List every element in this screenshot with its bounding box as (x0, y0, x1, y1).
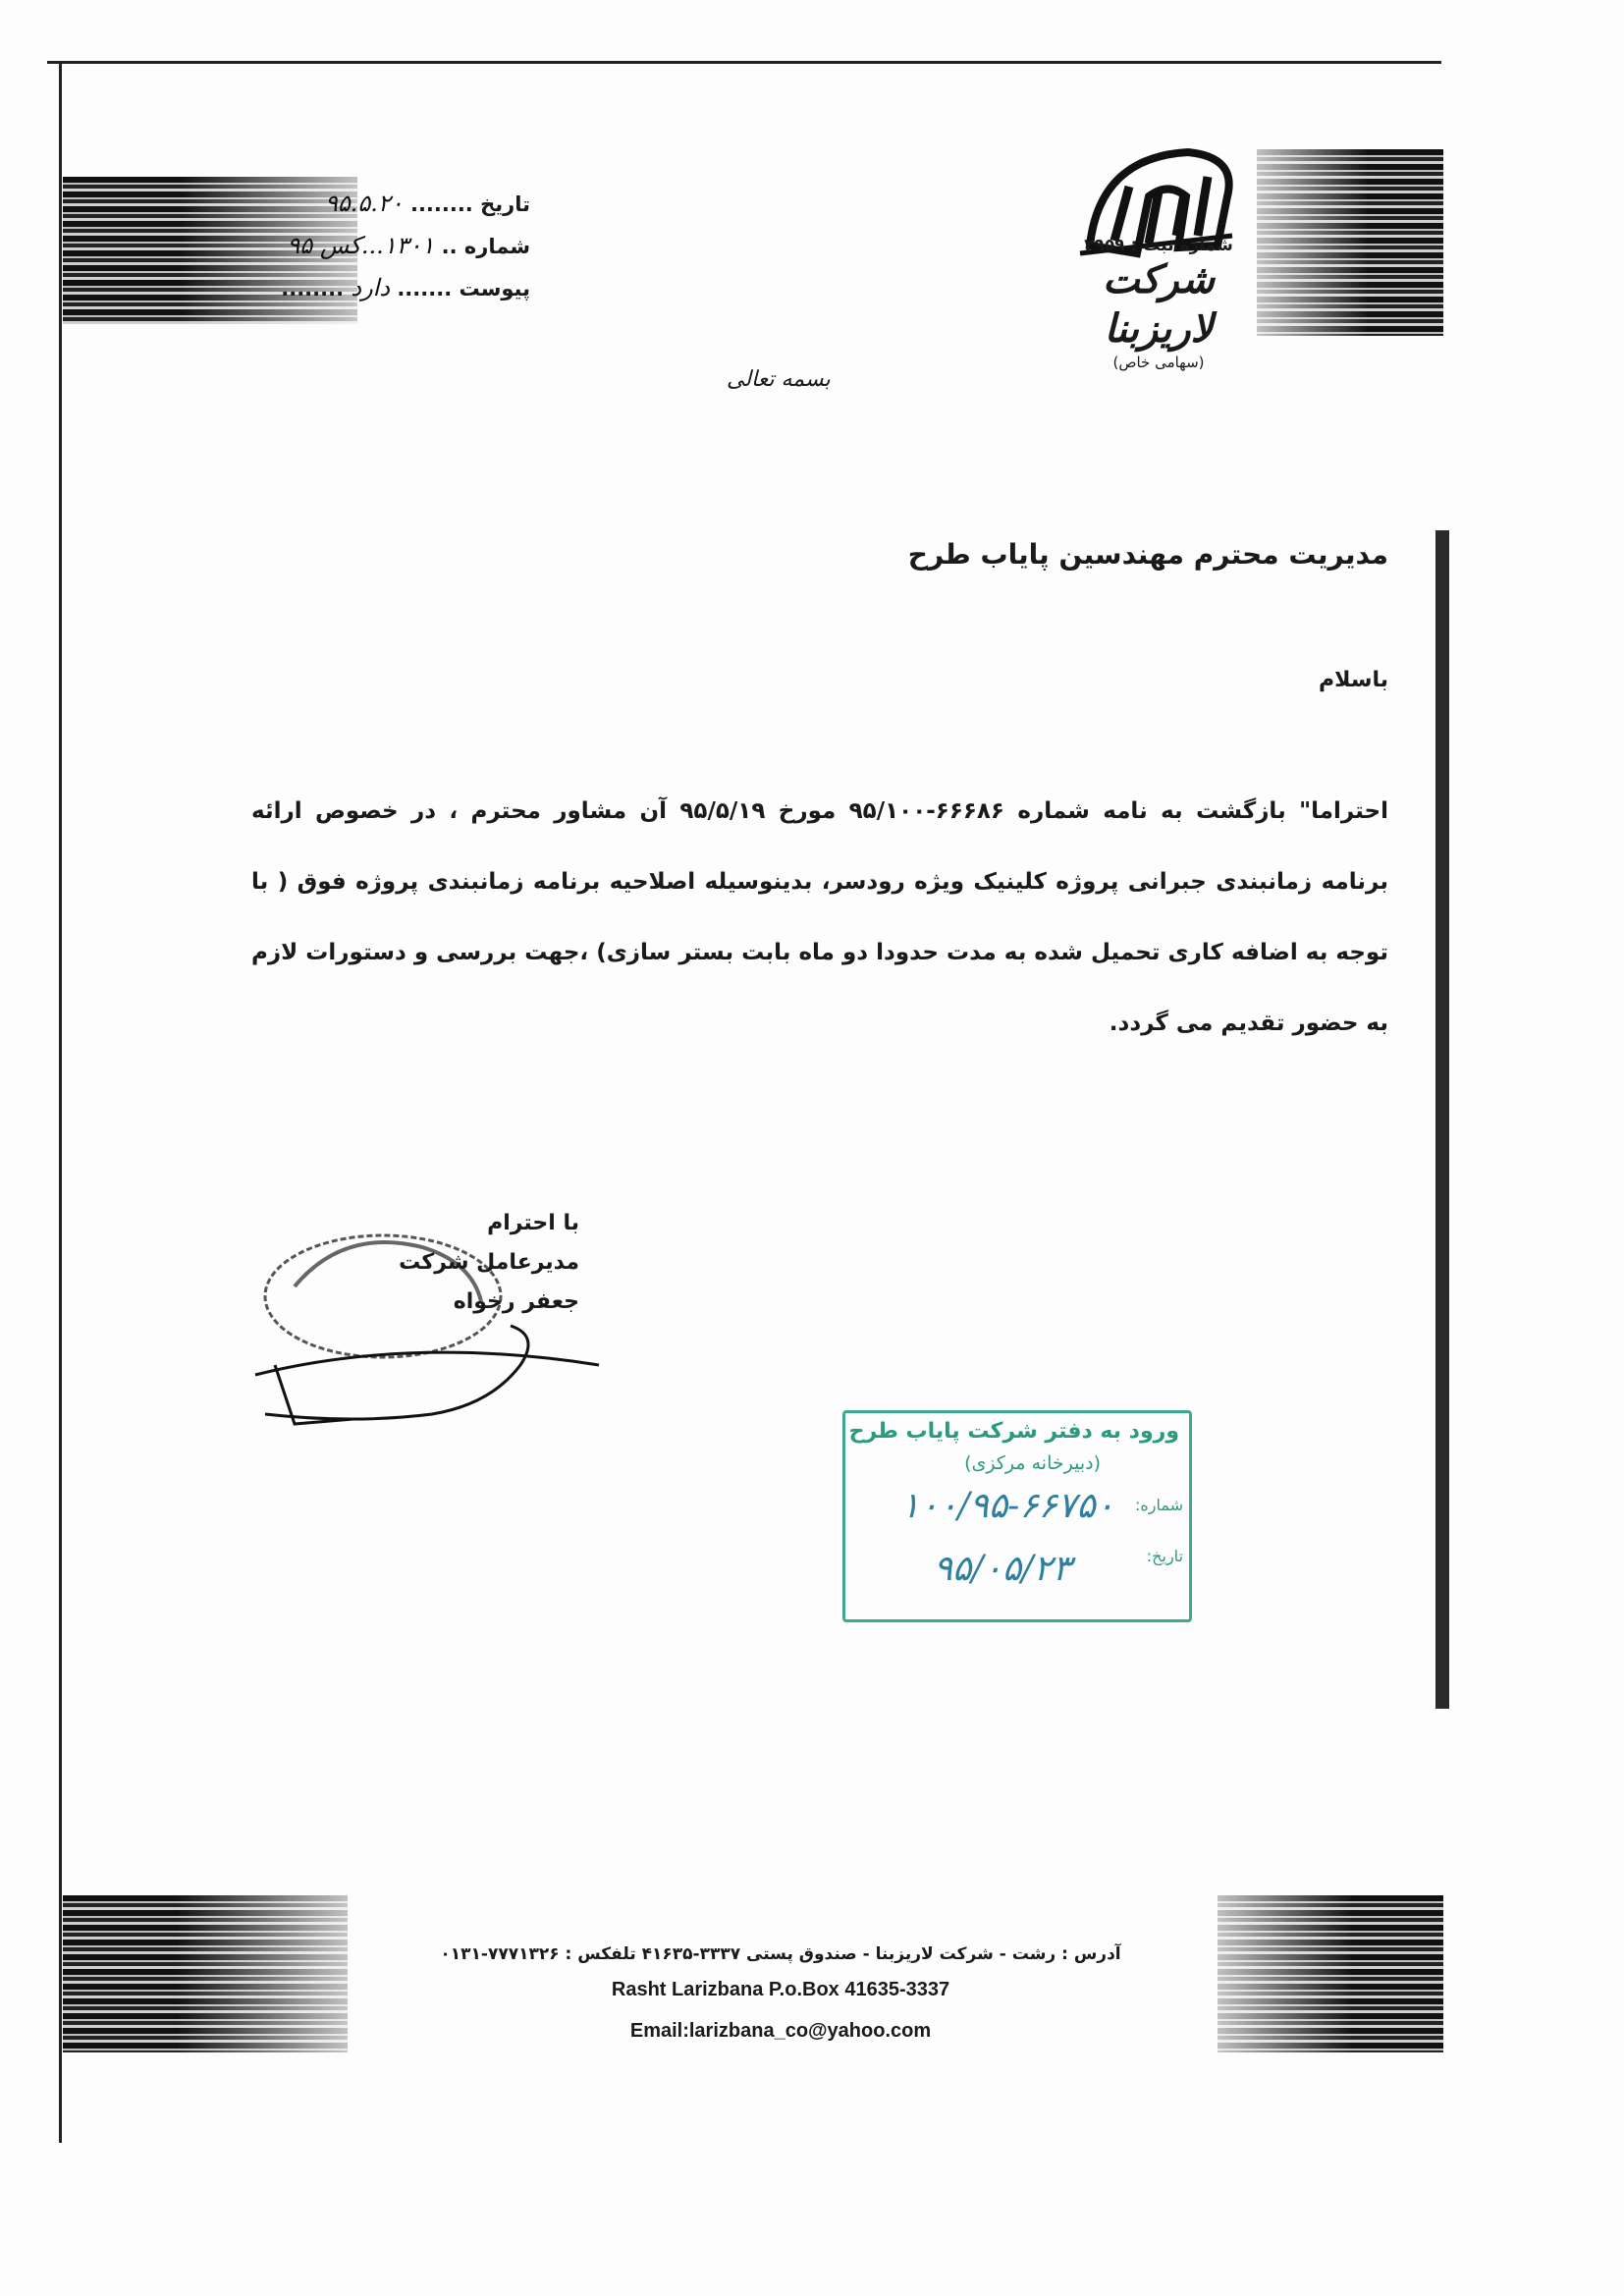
footer-stripes-right (1218, 1895, 1443, 2052)
closing-text: با احترام (487, 1211, 579, 1235)
receipt-date: ۹۵/۰۵/۲۳ (933, 1549, 1071, 1589)
signer-title: مدیرعامل شرکت (399, 1250, 579, 1275)
receipt-stamp (842, 1410, 1192, 1622)
attachment-line: پیوست ....... دارد ........ (281, 274, 530, 301)
company-name: شرکت لاریزبنا (1103, 256, 1215, 352)
footer-stripes-left (63, 1895, 348, 2052)
number-label: شماره (463, 235, 530, 258)
attachment-label: پیوست (459, 277, 530, 301)
footer-latin-address: Rasht Larizbana P.o.Box 41635-3337 (611, 1979, 950, 2000)
receipt-subtitle: (دبیرخانه مرکزی) (964, 1452, 1101, 1474)
letter-meta (216, 183, 530, 309)
receipt-date-label: تاریخ: (1146, 1547, 1183, 1565)
attachment-value: دارد (351, 274, 391, 301)
date-line: تاریخ ........ ۹۵.۵.۲۰ (324, 190, 530, 217)
greeting: باسلام (1319, 668, 1388, 692)
date-label: تاریخ (480, 192, 530, 216)
signer-name: جعفر رخواه (453, 1289, 579, 1314)
scan-edge-top (47, 61, 1441, 64)
receipt-number: ۱۰۰/۹۵-۶۶۷۵۰ (900, 1486, 1114, 1526)
footer (373, 1944, 1188, 2047)
letter-body: احتراما" بازگشت به نامه شماره ۶۶۶۸۶-۹۵/۱۰۰ مورخ ۹۵/۵/۱۹ آن مشاور محترم ، در خصوص ارائه برنامه زمانبندی جبرانی پروژه کلینیک ویژه رودسر، بدینوسیله اصلاحیه برنامه زمانبندی پروژه فوق ( با توجه به اضافه کاری تحمیل شده به مدت حدودا دو ماه بابت بستر سازی) ،جهت بررسی و دستورات لازم به حضور تقدیم می گردد. (251, 798, 1388, 1036)
number-line: شماره .. ۱۳۰۱...کس ۹۵ (287, 232, 530, 259)
company-type: (سهامی خاص) (1112, 354, 1205, 371)
scan-edge-left (59, 61, 62, 2143)
header-stripes-right (1257, 149, 1443, 336)
addressee: مدیریت محترم مهندسین پایاب طرح (907, 538, 1388, 571)
receipt-title: ورود به دفتر شرکت پایاب طرح (848, 1419, 1179, 1444)
footer-email: Email:larizbana_co@yahoo.com (629, 2020, 932, 2042)
footer-address: آدرس : رشت - شرکت لاریزبنا - صندوق پستی ۳۳۳۷-۴۱۶۳۵ تلفکس : ۷۷۷۱۳۲۶-۰۱۳۱ (440, 1944, 1121, 1964)
margin-bar (1435, 530, 1449, 1709)
date-value: ۹۵.۵.۲۰ (324, 190, 404, 217)
number-value: ۱۳۰۱...کس ۹۵ (287, 232, 435, 259)
company-block (1051, 236, 1267, 371)
closing-block (295, 1204, 579, 1322)
company-registration: شماره ثبت : ۲۹۵۹ (1084, 236, 1233, 255)
bismillah: بسمه تعالی (727, 367, 831, 392)
receipt-number-label: شماره: (1134, 1496, 1183, 1514)
